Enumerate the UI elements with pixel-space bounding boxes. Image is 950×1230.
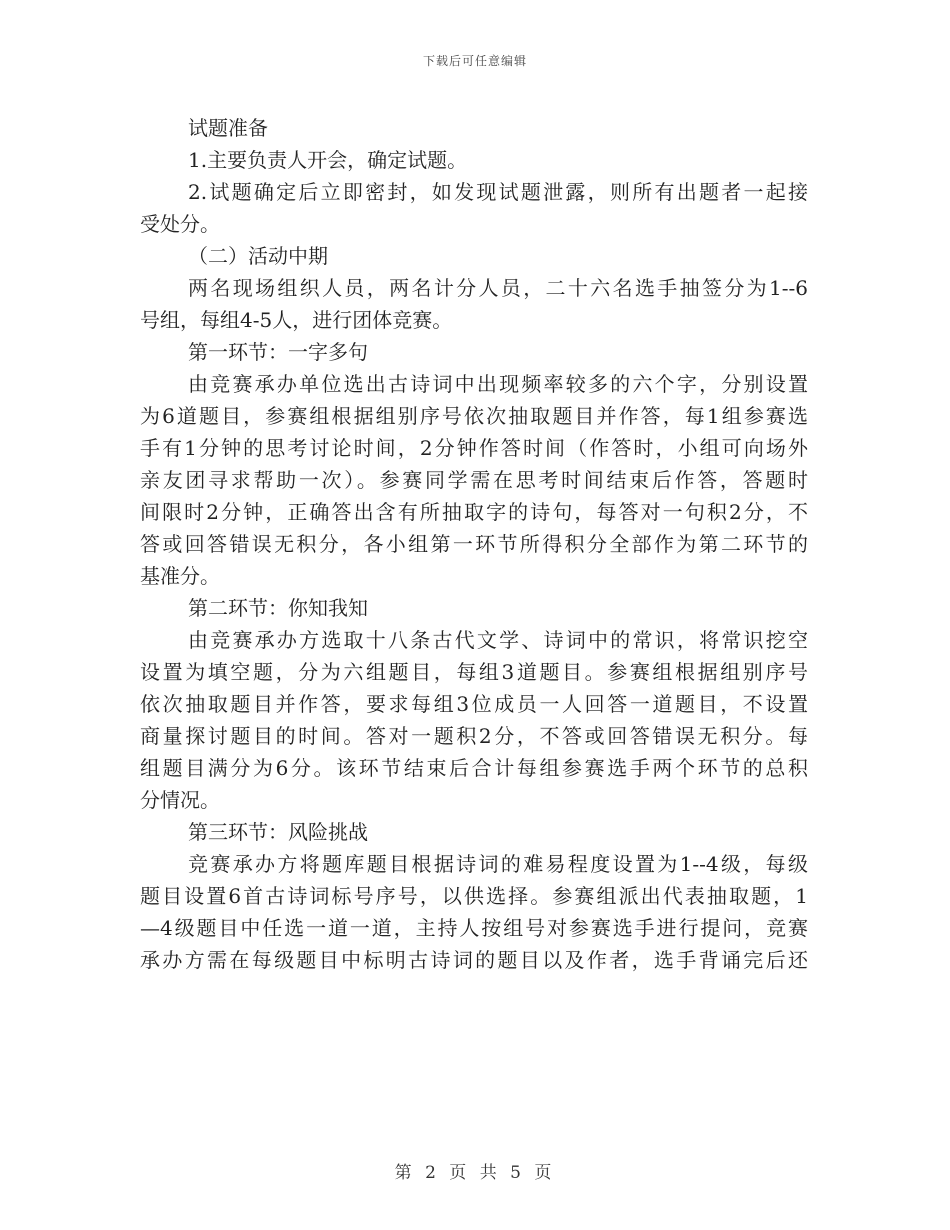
text-line: 分情况。 (140, 788, 220, 812)
text-line: 号组，每组4-5人，进行团体竞赛。 (140, 308, 453, 332)
text-line: 受处分。 (140, 212, 220, 236)
document-body (140, 112, 808, 976)
text-line: 为6道题目，参赛组根据组别序号依次抽取题目并作答，每1组参赛选 (140, 404, 808, 428)
section-heading: 第三环节：风险挑战 (188, 820, 368, 844)
text-line: 题目设置6首古诗词标号序号，以供选择。参赛组派出代表抽取题，1 (140, 884, 808, 908)
section-heading: 第一环节：一字多句 (188, 340, 368, 364)
section-heading: 第二环节：你知我知 (188, 596, 368, 620)
text-line: 组题目满分为6分。该环节结束后合计每组参赛选手两个环节的总积 (140, 756, 808, 780)
text-line: 商量探讨题目的时间。答对一题积2分，不答或回答错误无积分。每 (140, 724, 808, 748)
text-line: 两名现场组织人员，两名计分人员，二十六名选手抽签分为1--6 (188, 276, 808, 300)
text-line: 由竞赛承办方选取十八条古代文学、诗词中的常识，将常识挖空 (188, 628, 808, 652)
section-heading: （二）活动中期 (188, 244, 328, 268)
text-line: 答或回答错误无积分，各小组第一环节所得积分全部作为第二环节的 (140, 532, 808, 556)
text-line: 亲友团寻求帮助一次）。参赛同学需在思考时间结束后作答，答题时 (140, 468, 808, 492)
text-line: 竞赛承办方将题库题目根据诗词的难易程度设置为1--4级，每级 (188, 852, 808, 876)
text-line: 由竞赛承办单位选出古诗词中出现频率较多的六个字，分别设置 (188, 372, 808, 396)
text-line: 依次抽取题目并作答，要求每组3位成员一人回答一道题目，不设置 (140, 692, 808, 716)
text-line: 手有1分钟的思考讨论时间，2分钟作答时间（作答时，小组可向场外 (140, 436, 808, 460)
text-line: 间限时2分钟，正确答出含有所抽取字的诗句，每答对一句积2分，不 (140, 500, 808, 524)
page-number-footer: 第 2 页 共 5 页 (394, 1163, 556, 1183)
text-line: 基准分。 (140, 564, 220, 588)
text-line: —4级题目中任选一道一道，主持人按组号对参赛选手进行提问，竞赛 (140, 916, 808, 940)
text-line: 试题准备 (188, 116, 268, 140)
text-line: 2.试题确定后立即密封，如发现试题泄露，则所有出题者一起接 (188, 180, 808, 204)
text-line: 1.主要负责人开会，确定试题。 (188, 148, 468, 172)
text-line: 承办方需在每级题目中标明古诗词的题目以及作者，选手背诵完后还 (140, 948, 808, 972)
text-line: 设置为填空题，分为六组题目，每组3道题目。参赛组根据组别序号 (140, 660, 808, 684)
page-header: 下载后可任意编辑 (422, 54, 527, 68)
